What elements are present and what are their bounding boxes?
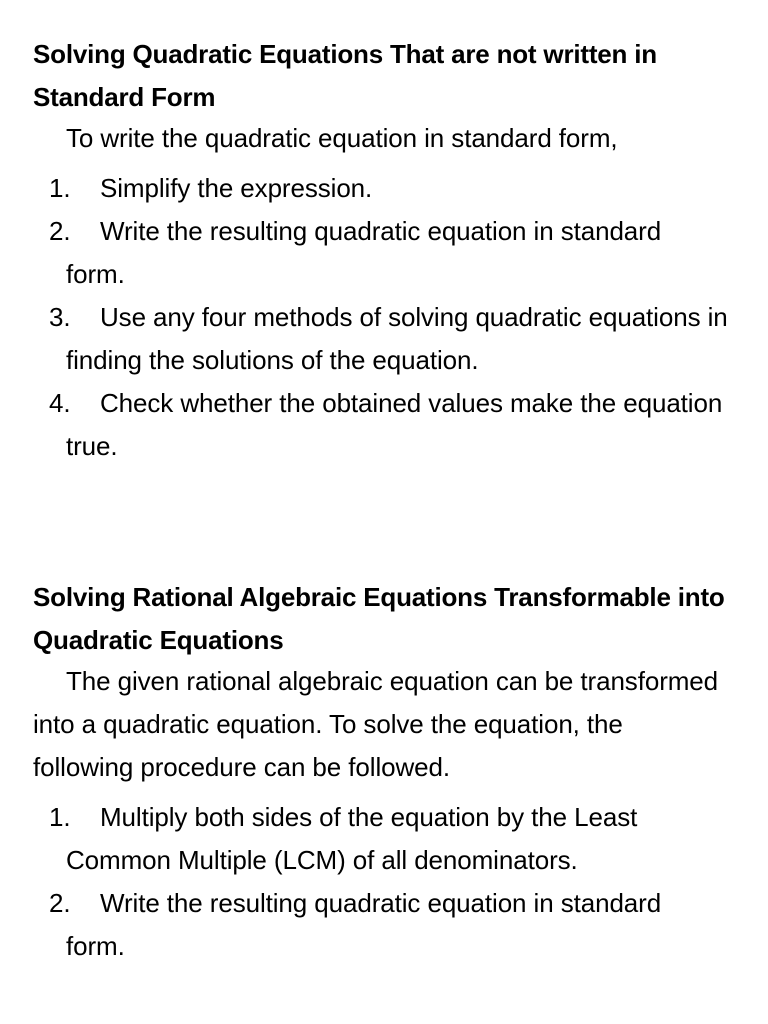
section-rational-equations xyxy=(33,576,745,968)
steps-list xyxy=(33,796,745,968)
section-heading: Solving Rational Algebraic Equations Transformable into Quadratic Equations xyxy=(33,582,725,655)
step-text: Multiply both sides of the equation by the Least Common Multiple (LCM) of all denominators. xyxy=(66,802,638,875)
section-intro: To write the quadratic equation in standard form, xyxy=(66,123,618,153)
list-item xyxy=(33,382,746,468)
list-item xyxy=(33,296,766,382)
step-text: Write the resulting quadratic equation in standard form. xyxy=(66,216,662,289)
step-number: 2. xyxy=(49,216,71,246)
steps-list xyxy=(33,167,745,468)
step-number: 1. xyxy=(49,802,71,832)
section-heading: Solving Quadratic Equations That are not written in Standard Form xyxy=(33,39,657,112)
step-text: Check whether the obtained values make the equation true. xyxy=(66,388,723,461)
step-number: 3. xyxy=(49,302,71,332)
list-item xyxy=(33,882,706,968)
step-number: 1. xyxy=(49,173,71,203)
step-text: Write the resulting quadratic equation in standard form. xyxy=(66,888,662,961)
step-text: Use any four methods of solving quadratic equations in finding the solutions of the equation. xyxy=(66,302,728,375)
list-item xyxy=(33,796,706,882)
list-item xyxy=(33,167,706,210)
step-number: 4. xyxy=(49,388,71,418)
list-item xyxy=(33,210,706,296)
section-intro: The given rational algebraic equation can be transformed into a quadratic equation. To solve the equation, the following procedure can be followed. xyxy=(33,666,719,782)
step-text: Simplify the expression. xyxy=(100,173,373,203)
section-standard-form xyxy=(33,33,745,468)
step-number: 2. xyxy=(49,888,71,918)
